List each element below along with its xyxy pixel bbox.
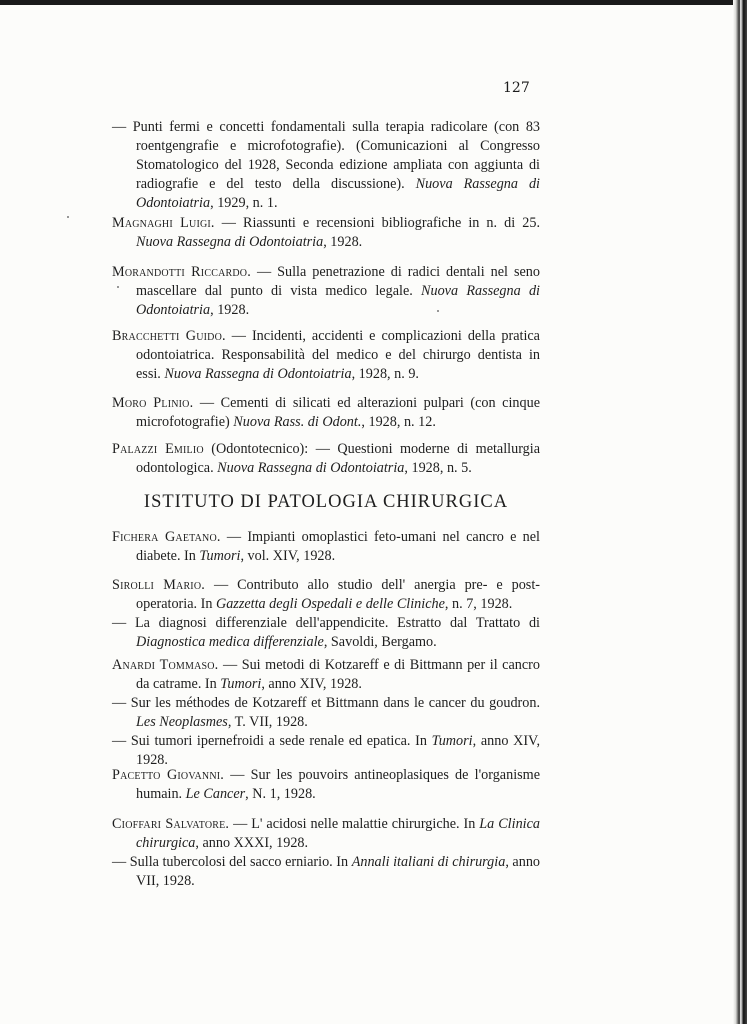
entry-text: , 1928, n. 9. (351, 366, 419, 382)
bibliography-entry (112, 528, 540, 566)
entry-line (112, 263, 540, 320)
journal-title: Nuova Rassegna di Odontoiatria (217, 460, 405, 476)
entry-text: , n. 7, 1928. (444, 596, 513, 612)
bibliography-entry (112, 815, 540, 891)
entry-text: Sur les méthodes de Kotzareff et Bittmann dans le cancer du goudron. (130, 695, 540, 711)
scan-right-edge (733, 0, 747, 1024)
scan-speck (117, 286, 119, 288)
journal-title: Nuova Rassegna di Odontoiatria (136, 176, 540, 211)
entry-text: , 1928, n. 12. (361, 414, 436, 430)
journal-title: Nuova Rassegna di Odontoiatria (136, 283, 540, 318)
entry-text: , Savoldi, Bergamo. (323, 634, 437, 650)
entry-text: — Contributo allo studio dell' anergia pre- e post-operatoria. In (136, 577, 540, 612)
scan-speck (437, 310, 439, 312)
entry-text: , anno XIV, 1928. (136, 733, 541, 768)
entry-line (112, 732, 540, 770)
journal-title: Nuova Rassegna di Odontoiatria (164, 366, 352, 382)
author-name: Pacetto Giovanni. (112, 767, 225, 783)
bibliography-entry (112, 327, 540, 384)
entry-text: — Sui metodi di Kotzareff e di Bittmann per il cancro da catrame. In (136, 657, 540, 692)
entry-text: (Odontotecnico): — Questioni moderne di metallurgia odontologica. (136, 441, 541, 476)
entry-text: , 1928. (323, 234, 363, 250)
author-name: Palazzi Emilio (112, 441, 204, 457)
bibliography-entry (112, 263, 540, 320)
bibliography-entry (112, 118, 540, 213)
entry-line (112, 694, 540, 732)
entry-text: Sui tumori ipernefroidi a sede renale ed epatica. In (130, 733, 432, 749)
entry-text: — (112, 615, 135, 631)
entry-text: — (112, 119, 133, 135)
entry-text: , N. 1, 1928. (245, 786, 316, 802)
journal-title: Annali italiani di chirurgia (351, 854, 506, 870)
entry-line (112, 815, 540, 853)
entry-text: — L' acidosi nelle malattie chirurgiche. In (229, 816, 480, 832)
scan-speck (67, 216, 69, 218)
entry-text: — (112, 695, 131, 711)
journal-title: Tumori (220, 676, 262, 692)
entry-line (112, 576, 540, 614)
entry-line (112, 440, 540, 478)
author-name: Magnaghi Luigi. (112, 215, 215, 231)
entry-text: , anno XXXI, 1928. (195, 835, 309, 851)
journal-title: Les Neoplasmes (136, 714, 228, 730)
entry-text: — Cementi di silicati ed alterazioni pulpari (con cinque microfotografie) (136, 395, 540, 430)
entry-text: — (112, 733, 131, 749)
bibliography-entry (112, 394, 540, 432)
author-name: Anardi Tommaso. (112, 657, 219, 673)
entry-text: , 1929, n. 1. (210, 195, 278, 211)
entry-line (112, 614, 540, 652)
entry-line (112, 528, 540, 566)
entry-text: , 1928, n. 5. (404, 460, 472, 476)
author-name: Bracchetti Guido. (112, 328, 226, 344)
author-name: Morandotti Riccardo. (112, 264, 251, 280)
entry-text: — Sur les pouvoirs antineoplasiques de l'organisme humain. (136, 767, 540, 802)
entry-line (112, 327, 540, 384)
bibliography-entry (112, 656, 540, 770)
entry-text: , 1928. (210, 302, 250, 318)
journal-title: Nuova Rass. di Odont. (233, 414, 362, 430)
entry-text: , vol. XIV, 1928. (240, 548, 336, 564)
journal-title: Tumori (431, 733, 473, 749)
entry-text: La diagnosi differenziale dell'appendicite. Estratto dal Trattato di (134, 615, 540, 631)
entry-text: , T. VII, 1928. (227, 714, 308, 730)
entry-text: — (112, 854, 130, 870)
bibliography-entry (112, 766, 540, 804)
scan-top-edge (0, 0, 747, 5)
entry-text: Sulla tubercolosi del sacco erniario. In (129, 854, 352, 870)
journal-title: Nuova Rassegna di Odontoiatria (136, 234, 324, 250)
entry-line (112, 394, 540, 432)
entry-text: — Incidenti, accidenti e complicazioni della pratica odontoiatrica. Responsabilità del medico e del chirurgo dentista in essi. (136, 328, 540, 382)
journal-title: Le Cancer (185, 786, 246, 802)
entry-text: , anno VII, 1928. (136, 854, 541, 889)
entry-text: — Sulla penetrazione di radici dentali nel seno mascellare dal punto di vista medico legale. (136, 264, 540, 299)
bibliography-entry (112, 440, 540, 478)
entry-line (112, 853, 540, 891)
entry-line (112, 766, 540, 804)
author-name: Moro Plinio. (112, 395, 194, 411)
entry-text: — Impianti omoplastici feto-umani nel cancro e nel diabete. In (136, 529, 540, 564)
page-number: 127 (503, 80, 530, 96)
journal-title: Tumori (199, 548, 241, 564)
journal-title: La Clinica chirurgica (136, 816, 540, 851)
section-heading: ISTITUTO DI PATOLOGIA CHIRURGICA (143, 492, 509, 512)
journal-title: Diagnostica medica differenziale (136, 634, 324, 650)
journal-title: Gazzetta degli Ospedali e delle Cliniche (215, 596, 445, 612)
author-name: Sirolli Mario. (112, 577, 206, 593)
bibliography-entry (112, 576, 540, 652)
entry-text: , anno XIV, 1928. (261, 676, 362, 692)
author-name: Cioffari Salvatore. (112, 816, 230, 832)
entry-text: Punti fermi e concetti fondamentali sulla terapia radicolare (con 83 roentgengrafie e microfotografie). (Comunicazioni al Congresso Stomatologico del 1928, Seconda edizione ampliata con aggiunta di radiografie e del testo della discussione). (132, 119, 541, 192)
entry-line (112, 118, 540, 213)
entry-text: — Riassunti e recensioni bibliografiche in n. di 25. (214, 215, 540, 231)
entry-line (112, 214, 540, 252)
bibliography-entry (112, 214, 540, 252)
author-name: Fichera Gaetano. (112, 529, 221, 545)
entry-line (112, 656, 540, 694)
